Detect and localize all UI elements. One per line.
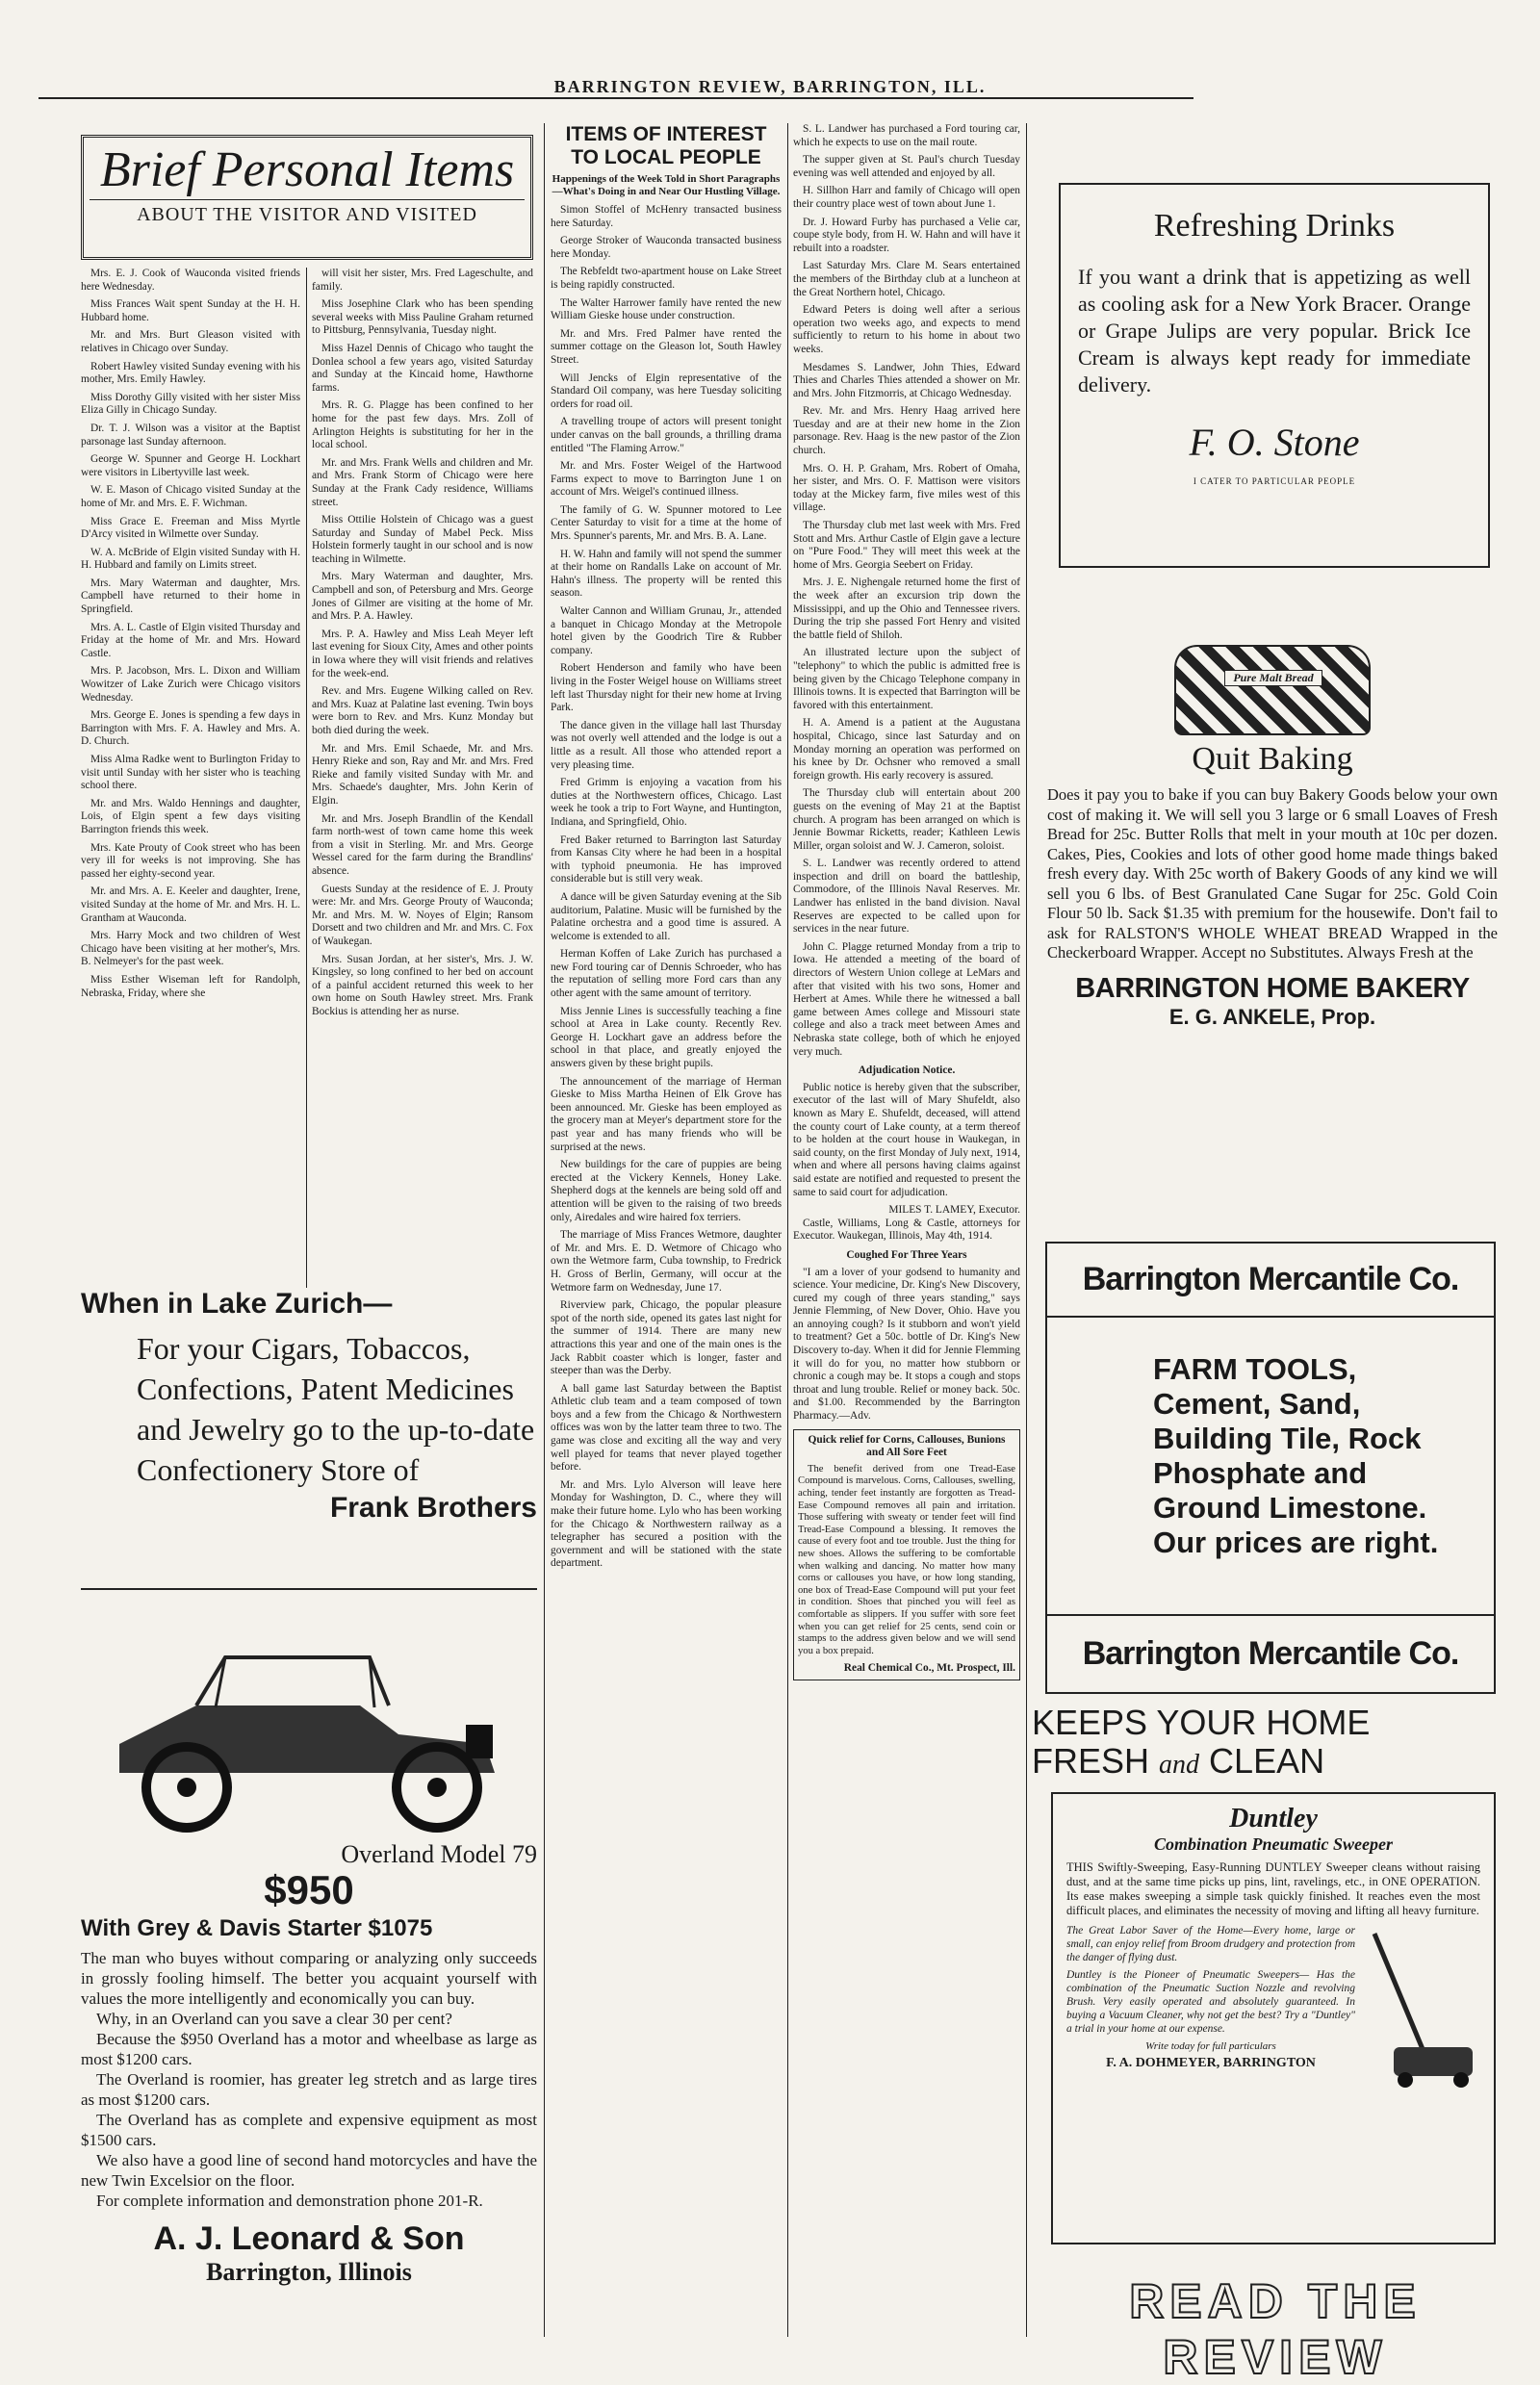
masthead-rule <box>38 97 1194 99</box>
news-item: The family of G. W. Spunner motored to Lee Center Saturday to visit for a time at the home of Mrs. Spunner's parents, Mr. and Mrs. B. A. Lane. <box>551 503 782 543</box>
news-item: Mrs. Mary Waterman and daughter, Mrs. Campbell and son, of Petersburg and Mrs. George Jones of Gilmer are visiting at the home of Mr. and Mrs. P. A. Hawley. <box>312 571 533 623</box>
car-starter-price: With Grey & Davis Starter $1075 <box>81 1915 433 1941</box>
news-item: Mrs. E. J. Cook of Wauconda visited friends here Wednesday. <box>81 268 300 293</box>
read-the-review-banner: READ THE REVIEW <box>1129 2274 1422 2384</box>
column-rule <box>306 268 307 1288</box>
overland-ad <box>81 1588 537 2339</box>
brief-column-1 <box>81 268 300 1278</box>
brief-title: Brief Personal Items <box>99 142 515 197</box>
news-item: Fred Grimm is enjoying a vacation from his duties at the Northwestern offices, Chicago. Last week he took a trip to Fort Wayne, and Huntington, Indiana, and Springfield, Ohio. <box>551 777 782 828</box>
brief-header-box <box>81 135 533 260</box>
news-item: H. Sillhon Harr and family of Chicago will open their country place west of town about June 1. <box>793 185 1020 210</box>
news-item: The dance given in the village hall last Thursday was not overly well attended and the lodge is out a little as a result. All those who attended report a very pleasing time. <box>551 719 782 771</box>
news-item: Miss Esther Wiseman left for Randolph, Nebraska, Friday, where she <box>81 973 300 999</box>
news-item: A travelling troupe of actors will present tonight under canvas on the ball grounds, a thrilling drama entitled "The Flaming Arrow." <box>551 416 782 454</box>
bakery-proprietor: E. G. ANKELE, Prop. <box>1168 1004 1376 1029</box>
car-text-5: The Overland has as complete and expensive equipment as most $1500 cars. <box>81 2111 537 2149</box>
car-text-6: We also have a good line of second hand motorcycles and have the new Twin Excelsior on the floor. <box>81 2151 537 2190</box>
sweeper-illustration <box>1355 1924 1480 2097</box>
news-item: Mrs. P. A. Hawley and Miss Leah Meyer left last evening for Sioux City, Ames and other points in Iowa where they will visit friends and relatives for the week-end. <box>312 628 533 680</box>
items-title: ITEMS OF INTEREST TO LOCAL PEOPLE <box>565 123 767 168</box>
notice-signer: MILES T. LAMEY, Executor. <box>888 1204 1020 1217</box>
news-item: Miss Josephine Clark who has been spending several weeks with Miss Pauline Graham returned to Pittsburg, Pennsylvania, Tuesday night. <box>312 298 533 337</box>
car-text-1: The man who buyes without comparing or analyzing only succeeds in grossly fooling himself. The better you acquaint yourself with values the more intelligently and economically you can buy. <box>81 1949 537 2008</box>
duntley-logo: Duntley <box>1229 1804 1318 1834</box>
news-item: The Thursday club will entertain about 200 guests on the evening of May 21 at the Baptist church. A program has been arranged on which is Jennie Bowmar Ricketts, reader; Kathleen Lewis Miller, organ soloist and W. J. Cameron, soloist. <box>793 787 1020 852</box>
mercantile-name-bottom: Barrington Mercantile Co. <box>1047 1614 1494 1692</box>
news-item: Mr. and Mrs. Foster Weigel of the Hartwood Farms expect to move to Barrington June 1 on account of Mrs. Weigel's continued illness. <box>551 460 782 499</box>
news-item: Mrs. J. E. Nighengale returned home the first of the week after an excursion trip down the Mississippi, and up the Ohio and Tennessee rivers. During the trip she passed Fort Henry and visited the battle field of Shiloh. <box>793 577 1020 641</box>
duntley-body-2: The Great Labor Saver of the Home—Every home, large or small, can enjoy relief from Broom drudgery and protection from the danger of flying dust. <box>1066 1925 1355 1963</box>
car-text-7: For complete information and demonstration phone 201-R. <box>96 2192 483 2210</box>
car-text-2: Why, in an Overland can you save a clear 30 per cent? <box>96 2010 452 2028</box>
news-item: Mr. and Mrs. Frank Wells and children and Mr. and Mrs. Frank Storm of Chicago were here Sunday at the Frank Cady residence, Williams street. <box>312 456 533 508</box>
news-item: Miss Hazel Dennis of Chicago who taught the Donlea school a few years ago, visited Saturday and Sunday at the Kincaid home, Hawthorne farms. <box>312 342 533 394</box>
news-item: Mesdames S. Landwer, John Thies, Edward Thies and Charles Thies attended a shower on Mr. and Mrs. John Fitzmorris, at Chicago Wednesday. <box>793 361 1020 399</box>
news-item: H. W. Hahn and family will not spend the summer at their home on Randalls Lake on account of Mr. Hahn's illness. The property will be rented this season. <box>551 548 782 600</box>
news-item: Robert Henderson and family who have been living in the Foster Weigel house on Williams street left last Thursday night for their new home at Irving Park. <box>551 662 782 714</box>
duntley-title: Combination Pneumatic Sweeper <box>1153 1834 1394 1854</box>
news-item: The Rebfeldt two-apartment house on Lake Street is being rapidly constructed. <box>551 266 782 291</box>
corns-footer: Real Chemical Co., Mt. Prospect, Ill. <box>843 1662 1015 1675</box>
car-text-3: Because the $950 Overland has a motor and wheelbase as large as most $1200 cars. <box>81 2030 537 2068</box>
news-item: W. E. Mason of Chicago visited Sunday at the home of Mr. and Mrs. E. F. Wichman. <box>81 484 300 509</box>
news-item: Miss Grace E. Freeman and Miss Myrtle D'Arcy visited in Wilmette over Sunday. <box>81 515 300 541</box>
news-item: Simon Stoffel of McHenry transacted business here Saturday. <box>551 204 782 229</box>
news-item: Mr. and Mrs. A. E. Keeler and daughter, Irene, visited Sunday at the home of Mr. and Mrs. H. L. Grantham at Wauconda. <box>81 885 300 924</box>
news-item: Mrs. Harry Mock and two children of West Chicago have been visiting at her mother's, Mrs. B. Nelmeyer's for the past week. <box>81 930 300 968</box>
bakery-title: Quit Baking <box>1192 741 1353 777</box>
news-item: H. A. Amend is a patient at the Augustana hospital, Chicago, since last Saturday and on Monday morning an operation was performed on his knee by Dr. Ochsner who removed a small foreign growth. His early recovery is assured. <box>793 717 1020 782</box>
news-item: The announcement of the marriage of Herman Gieske to Miss Martha Heinen of Elk Grove has been announced. Mr. Gieske has been employed as the grocery man at Meyer's department store for the past year and has many friends who will be surprised at the news. <box>551 1075 782 1153</box>
news-item: Rev. Mr. and Mrs. Henry Haag arrived here Tuesday and are at their new home in the Zion parsonage. Rev. Haag is the new pastor of the Zion church. <box>793 405 1020 457</box>
news-item: Last Saturday Mrs. Clare M. Sears entertained the members of the Birthday club at a luncheon at the Great Northern hotel, Chicago. <box>793 260 1020 298</box>
news-item: George Stroker of Wauconda transacted business here Monday. <box>551 235 782 260</box>
news-item: Mrs. Kate Prouty of Cook street who has been very ill for weeks is not improving. She has passed her eighty-second year. <box>81 841 300 880</box>
news-item: A ball game last Saturday between the Baptist Athletic club team and a team composed of town boys and a few from the Chicago & Northwestern offices was won by the latter team three to two. The game was close and exciting all the way and very well played for teams that never played together before. <box>551 1382 782 1474</box>
news-item: Will Jencks of Elgin representative of the Standard Oil company, was here Tuesday soliciting orders for road oil. <box>551 372 782 410</box>
items-header <box>551 123 782 198</box>
zurich-signature: Frank Brothers <box>329 1492 537 1524</box>
news-item: Mr. and Mrs. Lylo Alverson will leave here Monday for Washington, D. C., where they will make their future home. Lylo who has been working for the Chicago & Northwestern railway as a telegrapher has secured a position with the government and will be stationed with the state department. <box>551 1478 782 1570</box>
news-item: Mr. and Mrs. Burt Gleason visited with relatives in Chicago over Sunday. <box>81 329 300 354</box>
news-item: Robert Hawley visited Sunday evening with his mother, Mrs. Emily Hawley. <box>81 360 300 386</box>
news-item: Rev. and Mrs. Eugene Wilking called on Rev. and Mrs. Kuaz at Palatine last evening. Twin boys were born to Rev. and Mrs. Kunz Monday but both died during the week. <box>312 685 533 736</box>
news-item: Mrs. Susan Jordan, at her sister's, Mrs. J. W. Kingsley, so long confined to her bed on account of a painful accident returned this week to her own home on South Hawley street. Mrs. Frank Bockius is attending her as nurse. <box>312 953 533 1017</box>
news-item: Mr. and Mrs. Waldo Hennings and daughter, Lois, of Elgin spent a few days visiting Barrington friends this week. <box>81 797 300 835</box>
news-item: The marriage of Miss Frances Wetmore, daughter of Mr. and Mrs. E. D. Wetmore of Chicago who own the Wetmore farm, Cuba township, to Fredrick H. Gross of Berlin, Germany, will occur at the Wetmore farm on Wednesday, June 17. <box>551 1229 782 1294</box>
duntley-body-3: Duntley is the Pioneer of Pneumatic Sweepers— Has the combination of the Pneumatic Suction Nozzle and revolving Brush. Very easily operated and absolutely guaranteed. In buying a Vacuum Cleaner, why not get the best? Try a "Duntley" a trial in your home at our expense. <box>1066 1969 1355 2035</box>
frank-brothers-ad <box>81 1288 537 1577</box>
news-item: Mrs. R. G. Plagge has been confined to her home for the past few days. Mrs. Zoll of Arlington Heights is substituting for her in the local school. <box>312 399 533 451</box>
bakery-body: Does it pay you to bake if you can buy Bakery Goods below your own cost of making it. We will sell you 3 large or 6 small Loaves of Fresh Bread for 25c. Butter Rolls that melt in your mouth at 10c per dozen. Cakes, Pies, Cookies and lots of other good home made things baked fresh every day. With 25c worth of Bakery Goods of any kind we will sell you 6 lbs. of Best Granulated Cane Sugar for 25c. Gold Coin Flour 50 lb. Sack $1.35 with premium for the housewife. Don't fail to ask for RALSTON'S WHOLE WHEAT BREAD Wrapped in the Checkerboard Wrapper. Accept no Substitutes. Always Fresh at the <box>1047 785 1498 962</box>
news-item: Mrs. George E. Jones is spending a few days in Barrington with Mrs. F. A. Hawley and Mrs. A. D. Church. <box>81 709 300 748</box>
news-item: S. L. Landwer was recently ordered to attend inspection and drill on board the battleship, Commodore, of the Illinois Naval Reserves. Mr. Landwer has enlisted in the band division. Naval Reserves are expected to be called upon for services in the near future. <box>793 858 1020 936</box>
news-item: Riverview park, Chicago, the popular pleasure spot of the north side, opened its gates last night for the summer of 1914. There are many new attractions this year and one of the main ones is the Jack Rabbit coaster which is longer, faster and steeper than was the Derby. <box>551 1299 782 1377</box>
cough-body: "I am a lover of your godsend to humanity and science. Your medicine, Dr. King's New Discovery, cured my cough of three years standing," says Jennie Flemming, of New Dover, Ohio. Have you an annoying cough? Is it stubborn and won't yield to treatment? Get a 50c. bottle of Dr. King's New Discovery to-day. When it did for Jennie Flemming it will do for you, no matter how stubborn or chronic a cough may be. It stops a cough and stops throat and lung trouble. Relief or money back. 50c. and $1.00. Recommended by the Barrington Pharmacy.—Adv. <box>793 1266 1020 1423</box>
car-town: Barrington, Illinois <box>206 2258 412 2286</box>
news-item: Dr. T. J. Wilson was a visitor at the Baptist parsonage last Sunday afternoon. <box>81 422 300 448</box>
mercantile-name: Barrington Mercantile Co. <box>1047 1244 1494 1318</box>
news-item: Edward Peters is doing well after a serious operation two weeks ago, and expects to mend sufficiently to return to his home in about two weeks. <box>793 304 1020 355</box>
zurich-title: When in Lake Zurich— <box>81 1288 393 1320</box>
news-item: W. A. McBride of Elgin visited Sunday with H. H. Hubbard and family on Limits street. <box>81 546 300 572</box>
news-item: Herman Koffen of Lake Zurich has purchased a new Ford touring car of Dennis Schroeder, who has the reputation of selling more Ford cars than any other agent with the same amount of territory. <box>551 948 782 1000</box>
news-item: George W. Spunner and George H. Lockhart were visitors in Libertyville last week. <box>81 453 300 478</box>
mercantile-body: FARM TOOLS, Cement, Sand, Building Tile, Rock Phosphate and Ground Limestone. Our prices are right. <box>1153 1352 1439 1559</box>
notice-attorneys: Castle, Williams, Long & Castle, attorneys for Executor. Waukegan, Illinois, May 4th, 1914. <box>793 1217 1020 1243</box>
car-model: Overland Model 79 <box>341 1840 537 1868</box>
drinks-tagline: I CATER TO PARTICULAR PEOPLE <box>1193 476 1356 486</box>
news-item: Miss Jennie Lines is successfully teaching a fine school at Area in Lake county. Recently Rev. George H. Lockhart gave an address before the school in that place, and greatly enjoyed the answers given by these bright pupils. <box>551 1005 782 1070</box>
corns-title: Quick relief for Corns, Callouses, Bunions and All Sore Feet <box>808 1433 1006 1459</box>
keeps-and: and <box>1159 1750 1200 1780</box>
news-column-4 <box>793 123 1020 2337</box>
drinks-body: If you want a drink that is appetizing as well as cooling ask for a New York Bracer. Orange or Grape Julips are very popular. Brick Ice Cream is always kept ready for immediate delivery. <box>1078 265 1471 397</box>
column-rule <box>544 123 545 2337</box>
drinks-title: Refreshing Drinks <box>1153 208 1396 244</box>
items-subtitle: Happenings of the Week Told in Short Paragraphs—What's Doing in and Near Our Hustling Village. <box>552 173 781 197</box>
news-item: Mrs. P. Jacobson, Mrs. L. Dixon and William Wowitzer of Lake Zurich were Chicago visitors Wednesday. <box>81 665 300 704</box>
bakery-name: BARRINGTON HOME BAKERY <box>1075 972 1470 1004</box>
brief-subtitle: ABOUT THE VISITOR AND VISITED <box>90 199 525 226</box>
bread-loaf-illustration <box>1174 645 1371 735</box>
car-text-4: The Overland is roomier, has greater leg stretch and as large tires as most $1200 cars. <box>81 2070 537 2109</box>
news-item: S. L. Landwer has purchased a Ford touring car, which he expects to use on the mail route. <box>793 123 1020 148</box>
keeps-home-banner <box>1032 1704 1503 1784</box>
news-item: The Walter Harrower family have rented the new William Gieske house under construction. <box>551 296 782 322</box>
notice-body: Public notice is hereby given that the subscriber, executor of the last will of Mary Shufeldt, also known as Mary E. Shufeldt, deceased, will attend the county court of Lake county, at a term thereof to be holden at the court house in Waukegan, in said county, on the first Monday of July next, 1914, when and where all persons having claims against said estate are notified and requested to present the same to said court for adjudication. <box>793 1081 1020 1198</box>
refreshing-drinks-ad <box>1059 183 1490 568</box>
news-item: Miss Frances Wait spent Sunday at the H. H. Hubbard home. <box>81 298 300 323</box>
news-item: The Thursday club met last week with Mrs. Fred Stott and Mrs. Arthur Castle of Elgin gave a lecture on "Pure Food." They will meet this week at the home of Mrs. Georgia Seebert on Friday. <box>793 520 1020 571</box>
keeps-fresh: FRESH <box>1032 1741 1150 1781</box>
news-item: Mr. and Mrs. Emil Schaede, Mr. and Mrs. Henry Rieke and son, Ray and Mr. and Mrs. Fred Rieke and family visited Sunday with Mr. and Mrs. Schaede's daughter, Mrs. John Kerin of Elgin. <box>312 742 533 807</box>
keeps-line-1: KEEPS YOUR HOME <box>1032 1704 1371 1742</box>
bakery-ad <box>1047 635 1498 1232</box>
news-item: Fred Baker returned to Barrington last Saturday from Kansas City where he had been in a hospital with typhoid pneumonia. He has improved considerable but is still very weak. <box>551 833 782 885</box>
zurich-body: For your Cigars, Tobaccos, Confections, Patent Medicines and Jewelry go to the up-to-date Confectionery Store of <box>137 1331 535 1487</box>
news-item: Mr. and Mrs. Fred Palmer have rented the summer cottage on the Gleason lot, South Hawley Street. <box>551 327 782 366</box>
cough-title: Coughed For Three Years <box>846 1248 967 1261</box>
column-rule <box>1026 123 1027 2337</box>
drinks-signature: F. O. Stone <box>1189 421 1360 464</box>
news-item: Mrs. Mary Waterman and daughter, Mrs. Campbell have returned to their home in Springfield. <box>81 577 300 616</box>
news-item: New buildings for the care of puppies are being erected at the Vickery Kennels, Honey Lake. Shepherd dogs at the kennels are being sold off and attention will be given to the raising of two breeds only, Airedales and wire haired fox terriers. <box>551 1159 782 1223</box>
notice-title: Adjudication Notice. <box>858 1064 956 1077</box>
news-item: A dance will be given Saturday evening at the Sib auditorium, Palatine. Music will be furnished by the Palatine orchestra and a good time is assured. A welcome is extended to all. <box>551 890 782 942</box>
news-item: Miss Dorothy Gilly visited with her sister Miss Eliza Gilly in Chicago Sunday. <box>81 391 300 417</box>
bread-label: Pure Malt Bread <box>1224 670 1322 686</box>
overland-car-illustration <box>81 1600 533 1859</box>
mercantile-ad <box>1045 1242 1496 1694</box>
news-item: will visit her sister, Mrs. Fred Lageschulte, and family. <box>312 268 533 293</box>
duntley-write: Write today for full particulars <box>1145 2040 1276 2052</box>
car-dealer: A. J. Leonard & Son <box>153 2220 465 2257</box>
news-item: The supper given at St. Paul's church Tuesday evening was well attended and enjoyed by all. <box>793 154 1020 179</box>
duntley-dealer: F. A. DOHMEYER, BARRINGTON <box>1106 2056 1316 2070</box>
news-item: Mrs. O. H. P. Graham, Mrs. Robert of Omaha, her sister, and Mrs. O. F. Mattison were visitors today at the Mickey farm, five miles west of this village. <box>793 462 1020 514</box>
column-rule <box>787 123 788 2337</box>
car-price: $950 <box>264 1867 354 1912</box>
corns-body: The benefit derived from one Tread-Ease Compound is marvelous. Corns, Callouses, swelling, aching, tender feet instantly are forgotten as Tread-Ease Compound removes all pain and irritation. Those suffering with sweaty or tender feet will find Tread-Ease Compound a blessing. It removes the cause of every foot and toe trouble. Just the thing for new shoes. Allows the suffering to be comfortable when walking and dancing. No matter how many corns or callouses you have, or how long standing, one box of Tread-Ease Compound will put your feet in condition. Shoes that pinched you will feel as comfortable as slippers. If you suffer with sore feet when you can get relief for 25 cents, send coin or stamps to the address given below and we will send you a box prepaid. <box>798 1463 1015 1656</box>
news-item: Miss Alma Radke went to Burlington Friday to visit until Sunday with her sister who is teaching school there. <box>81 754 300 792</box>
news-item: Dr. J. Howard Furby has purchased a Velie car, coupe style body, from H. W. Hahn and will have it rebuilt into a roadster. <box>793 216 1020 254</box>
masthead: BARRINGTON REVIEW, BARRINGTON, ILL. <box>553 77 987 96</box>
news-item: Mrs. A. L. Castle of Elgin visited Thursday and Friday at the home of Mr. and Mrs. Howard Castle. <box>81 621 300 659</box>
items-column <box>551 123 782 2337</box>
duntley-ad <box>1051 1792 1496 2244</box>
brief-column-2 <box>312 268 533 1278</box>
news-item: An illustrated lecture upon the subject of "telephony" to which the public is admitted free is being given by the Chicago Telephone company in Illinois towns. It is expected that Barrington will be favored with this entertainment. <box>793 647 1020 711</box>
keeps-clean: CLEAN <box>1209 1741 1325 1781</box>
duntley-body: THIS Swiftly-Sweeping, Easy-Running DUNTLEY Sweeper cleans without raising dust, and at the same time picks up pins, lint, ravelings, etc., in ONE OPERATION. Its ease makes sweeping a simple task quickly finished. It reaches even the most difficult places, and eliminates the necessity of moving and lifting all heavy furniture. <box>1066 1860 1480 1917</box>
news-item: Miss Ottilie Holstein of Chicago was a guest Saturday and Sunday of Mabel Peck. Miss Holstein formerly taught in our school and is now teaching in Wilmette. <box>312 514 533 565</box>
news-item: Walter Cannon and William Grunau, Jr., attended a banquet in Chicago Monday at the Metropole hotel given by the Goodrich Tire & Rubber company. <box>551 605 782 656</box>
news-item: Mr. and Mrs. Joseph Brandlin of the Kendall farm north-west of town came home this week from a visit in Sterling. Mr. and Mrs. George Wessel cared for the farm during the Brandlins' absence. <box>312 812 533 877</box>
news-item: Guests Sunday at the residence of E. J. Prouty were: Mr. and Mrs. George Prouty of Wauconda; Mr. and Mrs. M. W. Noyes of Elgin; Ransom Dorsett and two children and Mr. and Mrs. C. Fox of Waukegan. <box>312 883 533 947</box>
news-item: John C. Plagge returned Monday from a trip to Iowa. He attended a meeting of the board of directors of Western Union college at LeMars and after that visited with his two sons, Homer and Herbert at Ames. While there he witnessed a ball game between Ames college and Missouri state college and also a track meet between Ames and Nebraska state college, both of which he enjoyed very much. <box>793 940 1020 1058</box>
